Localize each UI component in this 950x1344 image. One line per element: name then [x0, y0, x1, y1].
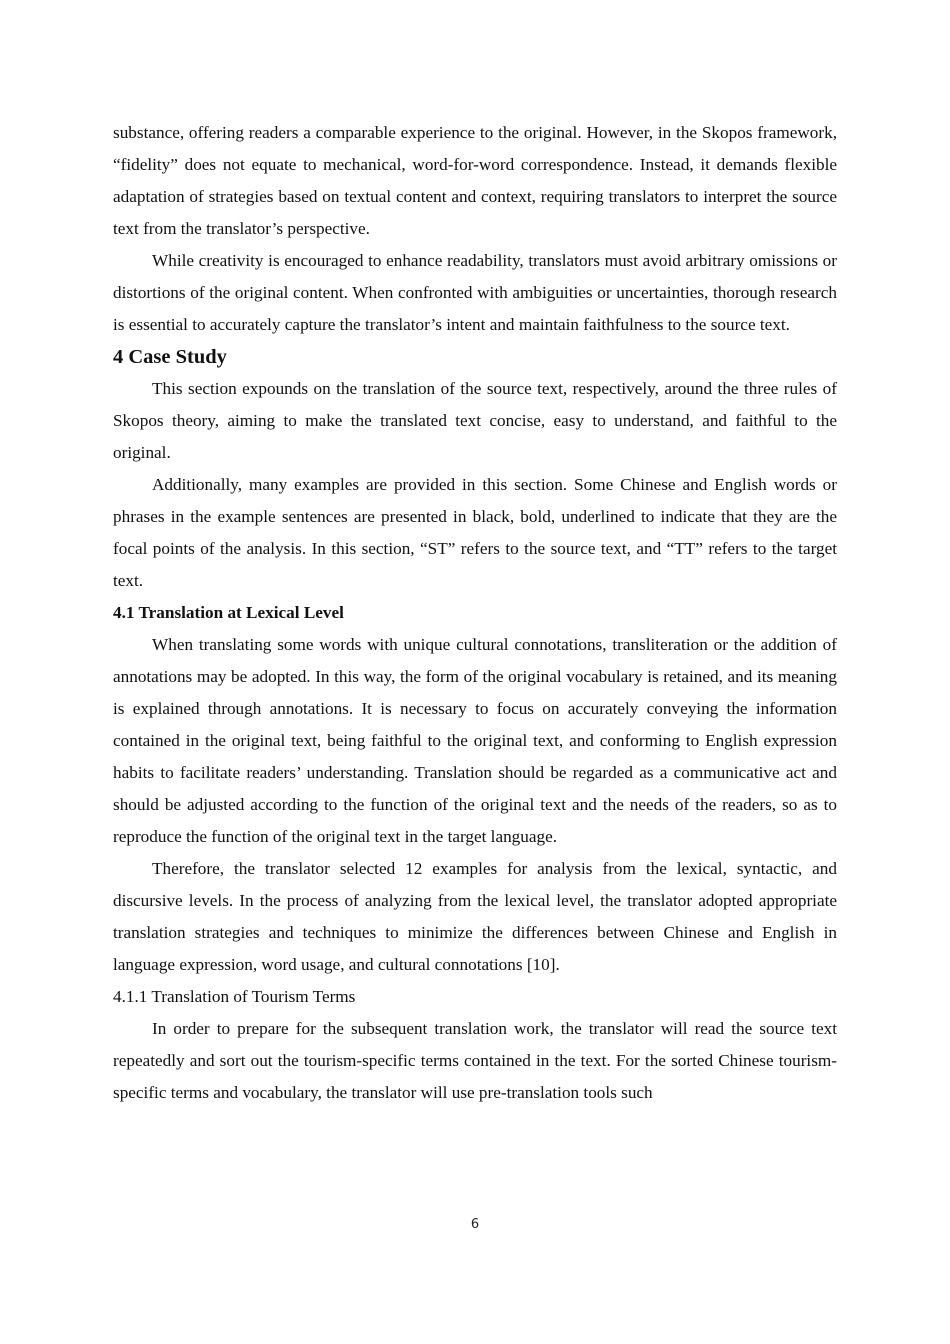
paragraph-tourism-terms: In order to prepare for the subsequent translation work, the translator will read the source text repeatedly and sort out the tourism-specific terms contained in the text. For the sorted Chinese tourism-specific terms and vocabulary, the translator will use pre-translation tools such — [113, 1019, 837, 1102]
subsubsection-heading-tourism-terms: 4.1.1 Translation of Tourism Terms — [113, 987, 356, 1006]
paragraph-continuation: substance, offering readers a comparable experience to the original. However, in the Skopos framework, “fidelity” does not equate to mechanical, word-for-word correspondence. Instead, it demands flexible adaptation of strategies based on textual content and context, requiring translators to interpret the source text from the translator’s perspective. — [113, 123, 837, 238]
page-number: 6 — [470, 1217, 480, 1232]
paragraph-cultural-connotations: When translating some words with unique cultural connotations, transliteration or the addition of annotations may be adopted. In this way, the form of the original vocabulary is retained, and its meaning is explained through annotations. It is necessary to focus on accurately conveying the information contained in the original text, being faithful to the original text, and conforming to English expression habits to facilitate readers’ understanding. Translation should be regarded as a communicative act and should be adjusted according to the function of the original text and the needs of the readers, so as to reproduce the function of the original text in the target language. — [113, 635, 837, 846]
paragraph-section-intro: This section expounds on the translation of the source text, respectively, around the three rules of Skopos theory, aiming to make the translated text concise, easy to understand, and faithful to the original. — [113, 379, 837, 462]
subsection-heading-lexical-level: 4.1 Translation at Lexical Level — [113, 603, 344, 622]
paragraph-examples-selection: Therefore, the translator selected 12 examples for analysis from the lexical, syntactic, and discursive levels. In the process of analyzing from the lexical level, the translator adopted appropriate translation strategies and techniques to minimize the differences between Chinese and English in language expression, word usage, and cultural connotations [10]. — [113, 859, 837, 974]
paragraph-examples-note: Additionally, many examples are provided in this section. Some Chinese and English words or phrases in the example sentences are presented in black, bold, underlined to indicate that they are the focal points of the analysis. In this section, “ST” refers to the source text, and “TT” refers to the target text. — [113, 475, 837, 590]
paragraph-creativity: While creativity is encouraged to enhance readability, translators must avoid arbitrary omissions or distortions of the original content. When confronted with ambiguities or uncertainties, thorough research is essential to accurately capture the translator’s intent and maintain faithfulness to the source text. — [113, 251, 837, 334]
section-heading-case-study: 4 Case Study — [113, 346, 227, 368]
document-page — [113, 117, 837, 1109]
